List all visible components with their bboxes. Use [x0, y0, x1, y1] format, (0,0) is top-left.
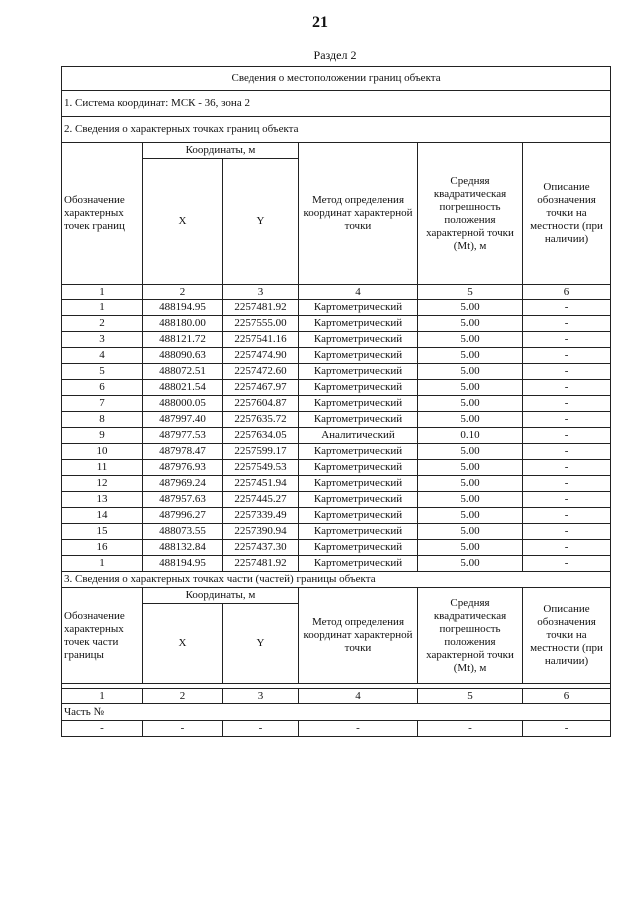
point-number: 1	[62, 300, 143, 316]
point-description: -	[523, 348, 611, 364]
point-y: 2257541.16	[223, 332, 299, 348]
point-method: Картометрический	[299, 348, 418, 364]
point-y: 2257481.92	[223, 556, 299, 572]
point-number: 16	[62, 540, 143, 556]
point-error: 5.00	[418, 476, 523, 492]
point-description: -	[523, 540, 611, 556]
part-header-x: X	[143, 604, 223, 684]
header-x: X	[143, 159, 223, 285]
point-method: Аналитический	[299, 428, 418, 444]
point-x: 487997.40	[143, 412, 223, 428]
point-y: 2257472.60	[223, 364, 299, 380]
boundary-table	[61, 66, 611, 737]
point-number: 15	[62, 524, 143, 540]
point-y: 2257481.92	[223, 300, 299, 316]
point-method: Картометрический	[299, 492, 418, 508]
point-x: 487976.93	[143, 460, 223, 476]
part-column-number: 4	[299, 689, 418, 704]
point-y: 2257437.30	[223, 540, 299, 556]
table-row	[62, 428, 611, 444]
point-x: 488180.00	[143, 316, 223, 332]
part-cell: -	[299, 721, 418, 737]
point-error: 5.00	[418, 364, 523, 380]
table-row	[62, 348, 611, 364]
point-error: 5.00	[418, 396, 523, 412]
point-y: 2257390.94	[223, 524, 299, 540]
header-coordinates: Координаты, м	[143, 143, 299, 159]
point-method: Картометрический	[299, 460, 418, 476]
point-number: 3	[62, 332, 143, 348]
point-number: 14	[62, 508, 143, 524]
point-description: -	[523, 524, 611, 540]
table-row	[62, 540, 611, 556]
part-cell: -	[143, 721, 223, 737]
header-method: Метод определения координат характерной точки	[299, 143, 418, 285]
point-description: -	[523, 492, 611, 508]
table-row	[62, 492, 611, 508]
point-y: 2257634.05	[223, 428, 299, 444]
point-error: 5.00	[418, 460, 523, 476]
table-row	[62, 460, 611, 476]
point-method: Картометрический	[299, 380, 418, 396]
point-y: 2257474.90	[223, 348, 299, 364]
part-cell: -	[523, 721, 611, 737]
page-number: 21	[312, 14, 328, 31]
point-y: 2257635.72	[223, 412, 299, 428]
point-y: 2257451.94	[223, 476, 299, 492]
table-row	[62, 380, 611, 396]
table-row	[62, 300, 611, 316]
point-number: 7	[62, 396, 143, 412]
point-x: 488090.63	[143, 348, 223, 364]
point-number: 13	[62, 492, 143, 508]
point-method: Картометрический	[299, 412, 418, 428]
point-method: Картометрический	[299, 540, 418, 556]
part-column-number: 2	[143, 689, 223, 704]
point-description: -	[523, 380, 611, 396]
header-error: Средняя квадратическая погрешность положения характерной точки (Mt), м	[418, 143, 523, 285]
point-error: 0.10	[418, 428, 523, 444]
point-method: Картометрический	[299, 316, 418, 332]
column-number: 4	[299, 285, 418, 300]
coordinate-system: 1. Система координат: МСК - 36, зона 2	[62, 91, 611, 117]
point-error: 5.00	[418, 492, 523, 508]
part-column-number: 6	[523, 689, 611, 704]
point-method: Картометрический	[299, 556, 418, 572]
point-y: 2257555.00	[223, 316, 299, 332]
part-column-number: 1	[62, 689, 143, 704]
point-number: 9	[62, 428, 143, 444]
table-row	[62, 364, 611, 380]
table-row	[62, 412, 611, 428]
point-x: 488132.84	[143, 540, 223, 556]
point-error: 5.00	[418, 444, 523, 460]
point-description: -	[523, 556, 611, 572]
point-number: 5	[62, 364, 143, 380]
part-heading: 3. Сведения о характерных точках части (частей) границы объекта	[62, 572, 611, 588]
point-method: Картометрический	[299, 332, 418, 348]
table-row	[62, 444, 611, 460]
point-number: 11	[62, 460, 143, 476]
part-column-number: 3	[223, 689, 299, 704]
point-description: -	[523, 444, 611, 460]
point-y: 2257467.97	[223, 380, 299, 396]
point-error: 5.00	[418, 508, 523, 524]
part-header-coordinates: Координаты, м	[143, 588, 299, 604]
point-error: 5.00	[418, 556, 523, 572]
point-error: 5.00	[418, 540, 523, 556]
point-number: 12	[62, 476, 143, 492]
point-x: 487996.27	[143, 508, 223, 524]
point-number: 4	[62, 348, 143, 364]
point-y: 2257599.17	[223, 444, 299, 460]
point-description: -	[523, 476, 611, 492]
point-method: Картометрический	[299, 476, 418, 492]
point-x: 488073.55	[143, 524, 223, 540]
points-heading: 2. Сведения о характерных точках границ объекта	[62, 117, 611, 143]
point-x: 488121.72	[143, 332, 223, 348]
part-cell: -	[223, 721, 299, 737]
section-label: Раздел 2	[313, 48, 357, 62]
point-number: 8	[62, 412, 143, 428]
part-header-error: Средняя квадратическая погрешность положения характерной точки (Mt), м	[418, 588, 523, 684]
point-error: 5.00	[418, 332, 523, 348]
header-description: Описание обозначения точки на местности (при наличии)	[523, 143, 611, 285]
part-cell: -	[418, 721, 523, 737]
point-x: 487957.63	[143, 492, 223, 508]
point-method: Картометрический	[299, 364, 418, 380]
point-x: 487969.24	[143, 476, 223, 492]
point-method: Картометрический	[299, 396, 418, 412]
point-error: 5.00	[418, 380, 523, 396]
column-number: 3	[223, 285, 299, 300]
point-x: 488000.05	[143, 396, 223, 412]
part-header-description: Описание обозначения точки на местности (при наличии)	[523, 588, 611, 684]
point-description: -	[523, 332, 611, 348]
table-row	[62, 332, 611, 348]
part-header-y: Y	[223, 604, 299, 684]
point-method: Картометрический	[299, 524, 418, 540]
point-x: 488021.54	[143, 380, 223, 396]
point-error: 5.00	[418, 316, 523, 332]
point-description: -	[523, 364, 611, 380]
point-error: 5.00	[418, 348, 523, 364]
part-label: Часть №	[62, 704, 611, 721]
point-description: -	[523, 412, 611, 428]
table-row	[62, 508, 611, 524]
column-number: 5	[418, 285, 523, 300]
table-row	[62, 524, 611, 540]
point-x: 487977.53	[143, 428, 223, 444]
header-designation: Обозначение характерных точек границ	[62, 143, 143, 285]
point-description: -	[523, 300, 611, 316]
point-y: 2257339.49	[223, 508, 299, 524]
point-method: Картометрический	[299, 444, 418, 460]
table-row	[62, 556, 611, 572]
part-header-method: Метод определения координат характерной точки	[299, 588, 418, 684]
table-title: Сведения о местоположении границ объекта	[62, 67, 611, 91]
point-number: 6	[62, 380, 143, 396]
point-x: 487978.47	[143, 444, 223, 460]
point-x: 488194.95	[143, 556, 223, 572]
point-error: 5.00	[418, 524, 523, 540]
column-number: 2	[143, 285, 223, 300]
point-description: -	[523, 316, 611, 332]
point-x: 488194.95	[143, 300, 223, 316]
point-description: -	[523, 460, 611, 476]
point-description: -	[523, 428, 611, 444]
part-cell: -	[62, 721, 143, 737]
point-description: -	[523, 508, 611, 524]
point-number: 2	[62, 316, 143, 332]
point-y: 2257604.87	[223, 396, 299, 412]
table-row	[62, 316, 611, 332]
point-number: 1	[62, 556, 143, 572]
table-row	[62, 396, 611, 412]
point-error: 5.00	[418, 300, 523, 316]
point-number: 10	[62, 444, 143, 460]
point-method: Картометрический	[299, 508, 418, 524]
column-number: 1	[62, 285, 143, 300]
column-number: 6	[523, 285, 611, 300]
point-description: -	[523, 396, 611, 412]
part-header-designation: Обозначение характерных точек части границы	[62, 588, 143, 684]
header-y: Y	[223, 159, 299, 285]
point-x: 488072.51	[143, 364, 223, 380]
point-y: 2257445.27	[223, 492, 299, 508]
part-column-number: 5	[418, 689, 523, 704]
point-y: 2257549.53	[223, 460, 299, 476]
table-row	[62, 476, 611, 492]
point-method: Картометрический	[299, 300, 418, 316]
point-error: 5.00	[418, 412, 523, 428]
